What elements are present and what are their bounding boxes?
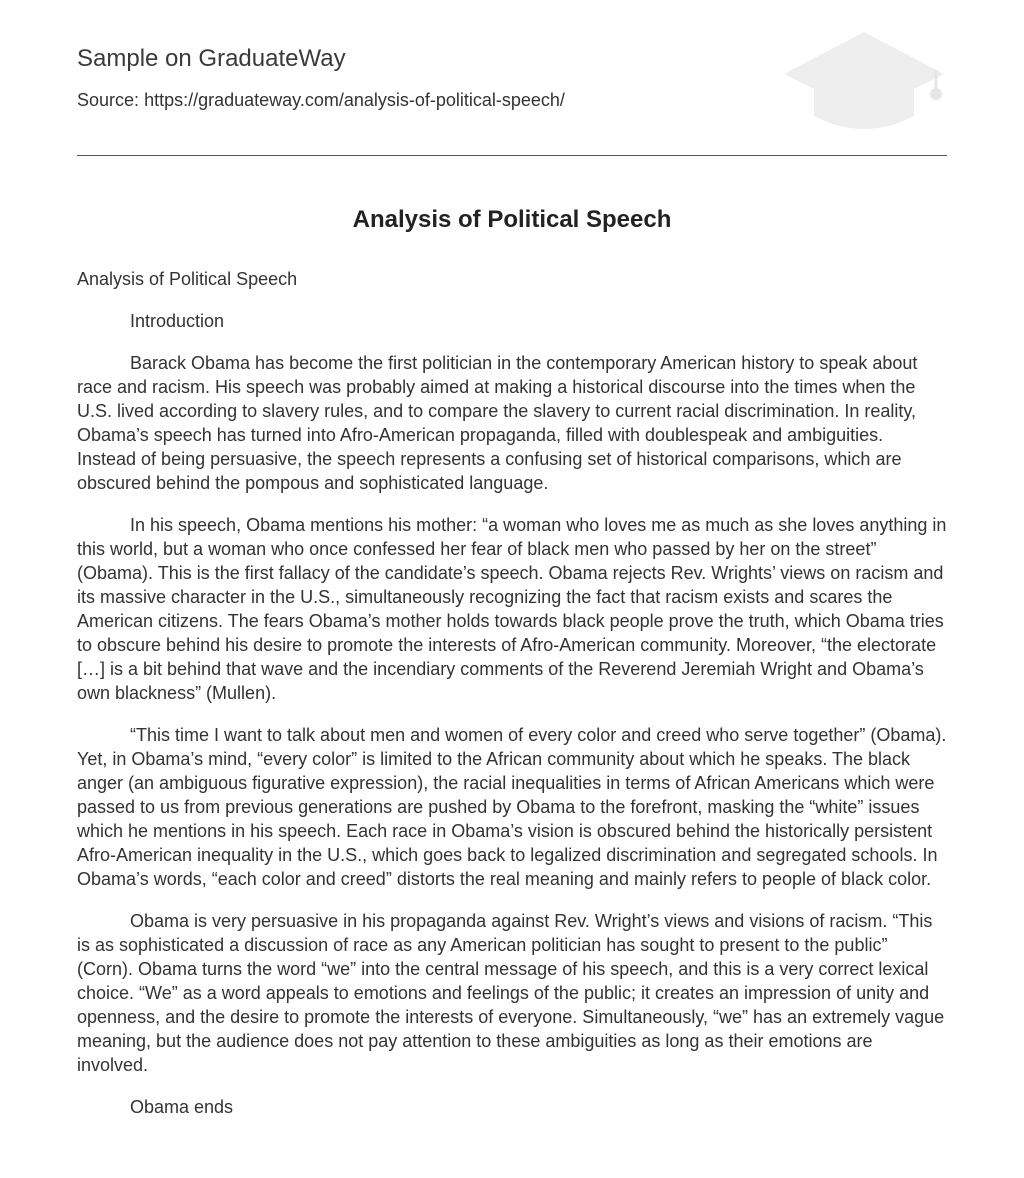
essay-body: [77, 267, 947, 1137]
paragraph: “This time I want to talk about men and women of every color and creed who serve together” (Obama). Yet, in Obama’s mind, “every color” is limited to the African community about which he speaks. The black anger (an ambiguous figurative expression), the racial inequalities in terms of African Americans which were passed to us from previous generations are pushed by Obama to the forefront, masking the “white” issues which he mentions in his speech. Each race in Obama’s vision is obscured behind the historically persistent Afro-American inequality in the U.S., which goes back to legalized discrimination and segregated schools. In Obama’s words, “each color and creed” distorts the real meaning and mainly refers to people of black color.: [77, 725, 947, 889]
paragraph: In his speech, Obama mentions his mother: “a woman who loves me as much as she loves anything in this world, but a woman who once confessed her fear of black men who passed by her on the street” (Obama). This is the first fallacy of the candidate’s speech. Obama rejects Rev. Wrights’ views on racism and its massive character in the U.S., simultaneously recognizing the fact that racism exists and scares the American citizens. The fears Obama’s mother holds towards black people prove the truth, which Obama tries to obscure behind his desire to promote the interests of Afro-American community. Moreover, “the electorate […] is a bit behind that wave and the incendiary comments of the Reverend Jeremiah Wright and Obama’s own blackness” (Mullen).: [77, 515, 947, 703]
source-link[interactable]: https://graduateway.com/analysis-of-political-speech/: [144, 90, 565, 110]
paragraph: Barack Obama has become the first politician in the contemporary American history to speak about race and racism. His speech was probably aimed at making a historical discourse into the times when the U.S. lived according to slavery rules, and to compare the slavery to current racial discrimination. In reality, Obama’s speech has turned into Afro-American propaganda, filled with doublespeak and ambiguities. Instead of being persuasive, the speech represents a confusing set of historical comparisons, which are obscured behind the pompous and sophisticated language.: [77, 353, 918, 493]
source-line: [77, 89, 565, 111]
source-label: Source:: [77, 90, 140, 110]
header-divider: [77, 155, 947, 156]
essay-heading: Analysis of Political Speech: [77, 269, 298, 289]
page-header: [77, 0, 947, 156]
document-title: Analysis of Political Speech: [352, 206, 672, 233]
paragraph: Obama ends: [130, 1097, 234, 1117]
site-title: Sample on GraduateWay: [77, 45, 346, 72]
graduation-cap-icon: [780, 30, 948, 132]
paragraph: Obama is very persuasive in his propaganda against Rev. Wright’s views and visions of racism. “This is as sophisticated a discussion of race as any American politician has sought to present to the public” (Corn). Obama turns the word “we” into the central message of his speech, and this is a very correct lexical choice. “We” as a word appeals to emotions and feelings of the public; it creates an impression of unity and openness, and the desire to promote the interests of everyone. Simultaneously, “we” has an extremely vague meaning, but the audience does not pay attention to these ambiguities as long as their emotions are involved.: [77, 911, 945, 1075]
section-heading: Introduction: [130, 311, 225, 331]
